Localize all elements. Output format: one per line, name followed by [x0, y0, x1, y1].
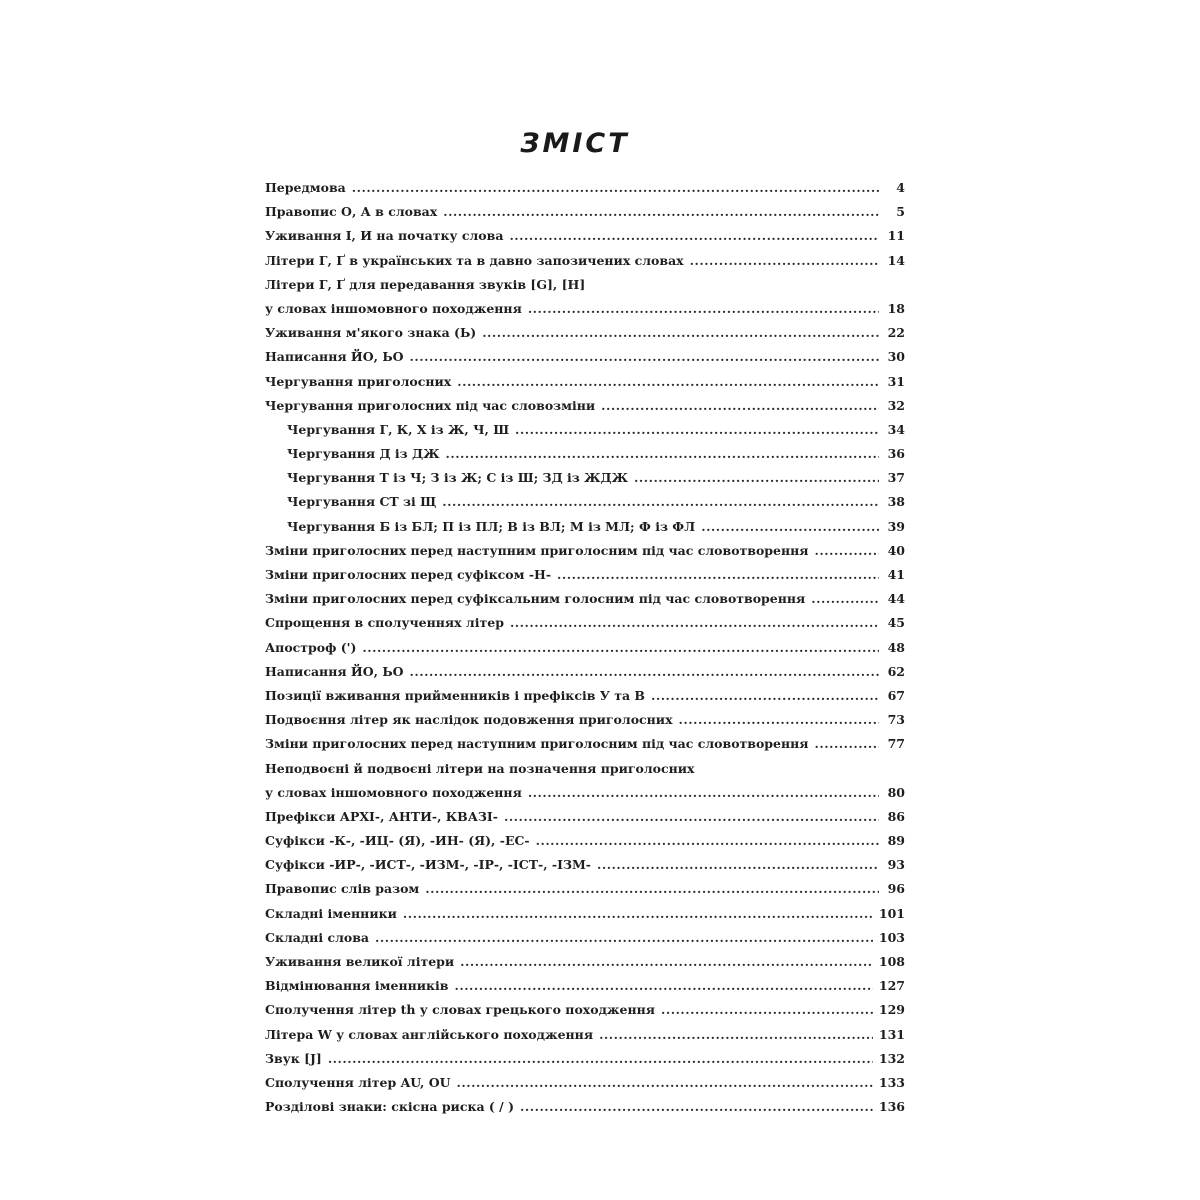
- toc-entry-page-number: 36: [887, 446, 905, 462]
- dot-leader: [815, 539, 879, 563]
- toc-entry-page-number: 31: [887, 373, 905, 389]
- toc-entry-page-number: 131: [878, 1026, 905, 1042]
- dot-leader: [634, 466, 879, 490]
- toc-entry-page-number: 73: [887, 712, 905, 728]
- toc-entry: [265, 587, 905, 611]
- toc-entry-page-number: 5: [896, 204, 905, 220]
- toc-entry-page-number: 48: [887, 639, 905, 655]
- toc-entry: [265, 1095, 905, 1119]
- toc-entry-title: Спрощення в сполученнях літер: [265, 615, 504, 631]
- toc-entry-title: у словах іншомовного походження: [265, 300, 522, 316]
- toc-entry-title: Написання ЙО, ЬО: [265, 663, 404, 679]
- toc-entry-page-number: 18: [887, 300, 905, 316]
- toc-entry-page-number: 62: [887, 663, 905, 679]
- toc-entry: [265, 877, 905, 901]
- dot-leader: [536, 829, 879, 853]
- toc-entry-title: Передмова: [265, 180, 346, 195]
- dot-leader: [454, 974, 872, 998]
- toc-entry: [265, 660, 905, 684]
- page-title: ЗМІСТ: [520, 128, 630, 159]
- toc-entry-page-number: 38: [887, 494, 905, 510]
- toc-entry-title: Звук [J]: [265, 1050, 322, 1066]
- toc-entry-title: Уживання м'якого знака (Ь): [265, 325, 477, 341]
- toc-entry-title: Зміни приголосних перед наступним приголосним під час словотворення: [265, 542, 809, 558]
- dot-leader: [701, 515, 879, 539]
- toc-entry: [265, 853, 905, 877]
- toc-entry-page-number: 133: [878, 1074, 905, 1090]
- toc-entry-page-number: 41: [887, 567, 905, 582]
- toc-entry-title: Правопис О, А в словах: [265, 204, 438, 220]
- toc-entry-title: Апостроф ('): [265, 639, 357, 655]
- toc-entry: [265, 490, 905, 514]
- toc-entry-title: Літера W у словах англійського походження: [265, 1026, 594, 1042]
- toc-entry-title: Чергування приголосних під час словозміни: [265, 397, 596, 413]
- toc-entry: [265, 224, 905, 248]
- dot-leader: [410, 660, 879, 684]
- toc-entry-title: Чергування Г, К, Х із Ж, Ч, Ш: [287, 421, 510, 437]
- toc-entry: [265, 684, 905, 708]
- toc-entry: [265, 249, 905, 273]
- dot-leader: [811, 587, 879, 611]
- toc-entry-title: Зміни приголосних перед наступним приголосним під час словотворення: [265, 736, 809, 752]
- toc-entry-page-number: 136: [878, 1099, 905, 1115]
- toc-entry-page-number: 89: [887, 833, 905, 849]
- toc-entry-page-number: 96: [887, 881, 905, 897]
- toc-entry-title: Написання ЙО, ЬО: [265, 349, 404, 365]
- toc-entry-page-number: 67: [887, 687, 905, 703]
- toc-entry-title: Зміни приголосних перед суфіксальним голосним під час словотворення: [265, 591, 806, 607]
- toc-entry-title: Сполучення літер AU, OU: [265, 1074, 451, 1090]
- toc-entry-page-number: 108: [878, 954, 905, 969]
- toc-entry: [265, 974, 905, 998]
- toc-entry-page-number: 103: [878, 929, 905, 945]
- toc-entry: [265, 611, 905, 635]
- toc-entry-page-number: 4: [896, 180, 905, 195]
- toc-entry-page-number: 93: [887, 857, 905, 873]
- toc-entry: [265, 563, 905, 587]
- toc-entry: [265, 418, 905, 442]
- toc-entry: [265, 1071, 905, 1095]
- toc-entry-title: Суфікси -К-, -ИЦ- (Я), -ИН- (Я), -ЕС-: [265, 833, 530, 849]
- toc-entry-title: Чергування Т із Ч; З із Ж; С із Ш; ЗД із ЖДЖ: [287, 470, 629, 486]
- toc-entry: [265, 370, 905, 394]
- toc-entry-page-number: 44: [887, 591, 905, 607]
- toc-entry: [265, 829, 905, 853]
- toc-entry-title: Складні слова: [265, 929, 370, 945]
- toc-entry-title: Префікси АРХІ-, АНТИ-, КВАЗІ-: [265, 808, 498, 824]
- toc-entry: [265, 757, 905, 781]
- dot-leader: [509, 224, 879, 248]
- dot-leader: [690, 249, 879, 273]
- toc-entry: [265, 539, 905, 563]
- toc-entry-page-number: 22: [887, 325, 905, 341]
- dot-leader: [375, 926, 873, 950]
- dot-leader: [557, 563, 879, 587]
- toc-entry-title: Уживання великої літери: [265, 954, 455, 969]
- toc-entry-title: Подвоєння літер як наслідок подовження приголосних: [265, 712, 673, 728]
- toc-entry: [265, 926, 905, 950]
- toc-entry-title: у словах іншомовного походження: [265, 784, 522, 800]
- dot-leader: [520, 1095, 873, 1119]
- dot-leader: [460, 950, 873, 974]
- dot-leader: [528, 781, 879, 805]
- toc-entry: [265, 176, 905, 200]
- dot-leader: [515, 418, 879, 442]
- dot-leader: [815, 732, 879, 756]
- toc-entry-title: Неподвоєні й подвоєні літери на позначення приголосних: [265, 760, 695, 776]
- toc-entry: [265, 998, 905, 1022]
- toc-entry-page-number: 11: [887, 228, 905, 244]
- dot-leader: [446, 442, 880, 466]
- toc-entry: [265, 200, 905, 224]
- toc-entry: [265, 1023, 905, 1047]
- toc-entry-page-number: 86: [887, 808, 905, 824]
- toc-entry: [265, 1047, 905, 1071]
- dot-leader: [679, 708, 879, 732]
- toc-entry-title: Правопис слів разом: [265, 881, 420, 897]
- toc-entry: [265, 636, 905, 660]
- toc-entry-page-number: 39: [887, 518, 905, 534]
- dot-leader: [528, 297, 879, 321]
- dot-leader: [599, 1023, 873, 1047]
- dot-leader: [403, 902, 873, 926]
- toc-entry: [265, 805, 905, 829]
- dot-leader: [661, 998, 873, 1022]
- dot-leader: [504, 805, 879, 829]
- toc-entry-page-number: 80: [887, 784, 905, 800]
- dot-leader: [601, 394, 879, 418]
- toc-entry-title: Відмінювання іменників: [265, 978, 449, 994]
- toc-entry-title: Чергування приголосних: [265, 373, 452, 389]
- toc-entry: [265, 273, 905, 297]
- dot-leader: [328, 1047, 873, 1071]
- toc-entry-page-number: 77: [887, 736, 905, 752]
- toc-entry-title: Позиції вживання прийменників і префіксів У та В: [265, 687, 645, 703]
- toc-entry-page-number: 30: [887, 349, 905, 365]
- toc-entry-page-number: 37: [887, 470, 905, 486]
- toc-entry-title: Уживання І, И на початку слова: [265, 228, 504, 244]
- dot-leader: [410, 345, 879, 369]
- toc-entry-title: Чергування Б із БЛ; П із ПЛ; В із ВЛ; М із МЛ; Ф із ФЛ: [287, 518, 696, 534]
- dot-leader: [597, 853, 879, 877]
- toc-entry-title: Складні іменники: [265, 905, 397, 921]
- toc-entry: [265, 394, 905, 418]
- dot-leader: [362, 636, 879, 660]
- dot-leader: [482, 321, 879, 345]
- toc-entry-title: Чергування СТ зі Щ: [287, 494, 437, 510]
- toc-entry-title: Зміни приголосних перед суфіксом -Н-: [265, 567, 552, 582]
- toc-entry-title: Сполучення літер th у словах грецького походження: [265, 1002, 656, 1018]
- dot-leader: [510, 611, 879, 635]
- toc-entry-page-number: 40: [887, 542, 905, 558]
- toc-entry-title: Чергування Д із ДЖ: [287, 446, 440, 462]
- toc-entry: [265, 515, 905, 539]
- toc-entry-page-number: 132: [878, 1050, 905, 1066]
- toc-entry-title: Розділові знаки: скісна риска ( / ): [265, 1099, 515, 1115]
- toc-entry-page-number: 45: [887, 615, 905, 631]
- toc-entry-page-number: 127: [878, 978, 905, 994]
- toc-entry-page-number: 34: [887, 421, 905, 437]
- dot-leader: [425, 877, 879, 901]
- dot-leader: [651, 684, 879, 708]
- toc-entry: [265, 321, 905, 345]
- toc-entry-page-number: 129: [878, 1002, 905, 1018]
- toc-entry: [265, 442, 905, 466]
- toc-entry: [265, 708, 905, 732]
- toc-entry-page-number: 14: [887, 252, 905, 268]
- toc-entry-page-number: 101: [878, 905, 905, 921]
- table-of-contents: [265, 176, 905, 1119]
- toc-entry: [265, 781, 905, 805]
- toc-entry-title: Літери Г, Ґ для передавання звуків [G], [H]: [265, 276, 586, 292]
- toc-entry: [265, 902, 905, 926]
- toc-entry: [265, 950, 905, 974]
- toc-entry-page-number: 32: [887, 397, 905, 413]
- dot-leader: [457, 370, 879, 394]
- dot-leader: [457, 1071, 873, 1095]
- dot-leader: [442, 490, 879, 514]
- toc-entry: [265, 345, 905, 369]
- toc-entry: [265, 297, 905, 321]
- toc-entry-title: Суфікси -ИР-, -ИСТ-, -ИЗМ-, -ІР-, -ІСТ-, -ІЗМ-: [265, 857, 591, 873]
- toc-entry: [265, 466, 905, 490]
- dot-leader: [443, 200, 879, 224]
- toc-entry: [265, 732, 905, 756]
- toc-entry-title: Літери Г, Ґ в українських та в давно запозичених словах: [265, 252, 684, 268]
- dot-leader: [352, 176, 879, 200]
